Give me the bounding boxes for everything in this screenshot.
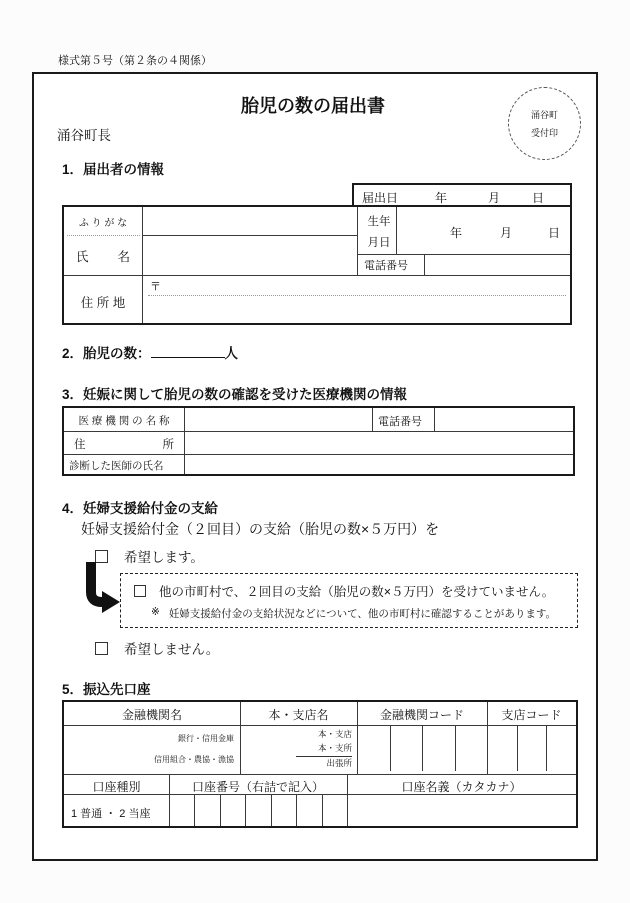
branch-code-digit-cell[interactable] (517, 725, 547, 771)
report-date-box[interactable] (352, 183, 572, 207)
section4-intro: 妊婦支援給付金（２回目）の支給（胎児の数×５万円）を (81, 521, 440, 537)
table-line (434, 408, 435, 431)
phone-label: 電話番号 (364, 260, 408, 272)
account-type-options[interactable]: 1 普通 ・ 2 当座 (71, 808, 151, 820)
report-date-year-label: 年 (435, 191, 448, 205)
med-address-input-area[interactable] (186, 432, 573, 453)
account-name-input-area[interactable] (349, 795, 576, 826)
table-line (184, 408, 185, 474)
account-number-digit-cell[interactable] (194, 795, 219, 826)
name-input-area[interactable] (144, 237, 356, 274)
birth-label-line1: 生年 (367, 216, 391, 228)
checkbox-no-other-payment[interactable] (134, 585, 146, 597)
branch-code-cells (488, 725, 576, 771)
account-number-digit-cell[interactable] (220, 795, 245, 826)
account-number-digit-cell[interactable] (245, 795, 270, 826)
medical-table (62, 406, 575, 476)
bank-code-header: 金融機関コード (379, 708, 464, 722)
bank-table (62, 700, 578, 828)
note-text: 妊婦支援給付金の支給状況などについて、他の市町村に確認することがあります。 (168, 608, 557, 620)
birth-date-input-area[interactable] (398, 207, 570, 253)
checkbox-hope-yes[interactable] (95, 550, 108, 563)
furigana-dotted-line (67, 235, 140, 236)
postal-mark: 〒 (150, 281, 161, 293)
account-number-digit-cell[interactable] (296, 795, 321, 826)
note-mark: ※ (151, 606, 160, 618)
bank-code-digit-cell[interactable] (422, 725, 455, 771)
name-label: 氏 名 (76, 250, 130, 264)
addressee: 涌谷町長 (57, 128, 111, 143)
branch-type-options (296, 728, 352, 771)
report-date-day-label: 日 (532, 191, 545, 205)
address-input-area[interactable] (144, 276, 570, 323)
other-municipality-note-box (120, 573, 578, 628)
section2-heading (62, 342, 238, 362)
doctor-name-label: 診断した医師の氏名 (69, 460, 164, 472)
birth-day-label: 日 (548, 226, 561, 240)
birth-year-label: 年 (450, 226, 463, 240)
furigana-input-area[interactable] (144, 207, 356, 234)
branch-code-header: 支店コード (501, 708, 562, 722)
account-number-header: 口座番号（右詰で記入） (191, 780, 324, 794)
section3-heading: 3．妊娠に関して胎児の数の確認を受けた医療機関の情報 (62, 387, 408, 402)
phone-input-area[interactable] (426, 255, 570, 274)
furigana-label: ふ り が な (78, 218, 128, 229)
form-title: 胎児の数の届出書 (241, 96, 385, 116)
address-label: 住 所 地 (80, 296, 126, 310)
table-line (143, 235, 357, 236)
branch-type-1: 本・支店 (317, 729, 352, 739)
table-line (64, 774, 576, 775)
section4-heading: 4．妊婦支援給付金の支給 (62, 501, 219, 516)
option-no-label: 希望しません。 (124, 642, 220, 657)
account-number-digit-cell[interactable] (170, 795, 194, 826)
reception-stamp-circle (508, 87, 581, 160)
med-address-label: 住 所 (74, 439, 174, 451)
bank-code-digit-cell[interactable] (358, 725, 390, 771)
table-line (142, 207, 143, 323)
section1-heading: 1．届出者の情報 (62, 162, 165, 177)
birth-label-line2: 月日 (367, 237, 391, 249)
option-yes-label: 希望します。 (124, 550, 204, 565)
note-row (151, 606, 556, 621)
bank-type-options-line1: 銀行・信用金庫 (178, 734, 234, 743)
table-line (424, 254, 425, 275)
checkbox-hope-no[interactable] (95, 642, 108, 655)
branch-type-3: 出張所 (326, 758, 352, 769)
bank-code-digit-cell[interactable] (390, 725, 423, 771)
stamp-town: 涌谷町 (530, 110, 558, 120)
account-name-header: 口座名義（カタカナ） (401, 780, 522, 794)
bank-code-digit-cell[interactable] (455, 725, 488, 771)
no-other-payment-label: 他の市町村で、２回目の支給（胎児の数×５万円）を受けていません。 (159, 585, 555, 599)
section5-heading: 5．振込先口座 (62, 682, 151, 697)
bank-code-cells (358, 725, 487, 771)
form-code: 様式第５号（第２条の４関係） (58, 54, 212, 67)
fetus-count-label: 2．胎児の数： (62, 346, 151, 361)
branch-name-header: 本・支店名 (268, 708, 329, 722)
bank-type-options-line2: 信用組合・農協・漁協 (154, 755, 234, 764)
account-number-digit-cell[interactable] (322, 795, 347, 826)
report-date-label: 届出日 (362, 191, 399, 205)
applicant-table (62, 205, 572, 325)
account-number-digit-cell[interactable] (271, 795, 296, 826)
table-line (372, 408, 373, 431)
table-line (396, 207, 397, 254)
med-name-input-area[interactable] (186, 408, 371, 430)
no-other-payment-row (134, 582, 554, 600)
birth-month-label: 月 (500, 226, 513, 240)
fetus-count-input-line[interactable] (151, 342, 225, 358)
account-number-cells (170, 795, 347, 826)
branch-type-2: 本・支所 (296, 742, 352, 758)
bank-name-header: 金融機関名 (121, 708, 182, 722)
doctor-name-input-area[interactable] (186, 455, 573, 474)
med-phone-label: 電話番号 (378, 416, 422, 428)
fetus-count-unit: 人 (224, 346, 239, 361)
bent-arrow-icon (84, 562, 122, 614)
branch-code-digit-cell[interactable] (546, 725, 576, 771)
table-line (357, 207, 358, 275)
option-no-row (95, 638, 219, 658)
stamp-label: 受付印 (530, 128, 558, 138)
med-phone-input-area[interactable] (436, 408, 573, 430)
report-date-month-label: 月 (488, 191, 501, 205)
account-type-header: 口座種別 (92, 780, 141, 794)
branch-code-digit-cell[interactable] (488, 725, 517, 771)
med-name-label: 医 療 機 関 の 名 称 (78, 415, 170, 427)
